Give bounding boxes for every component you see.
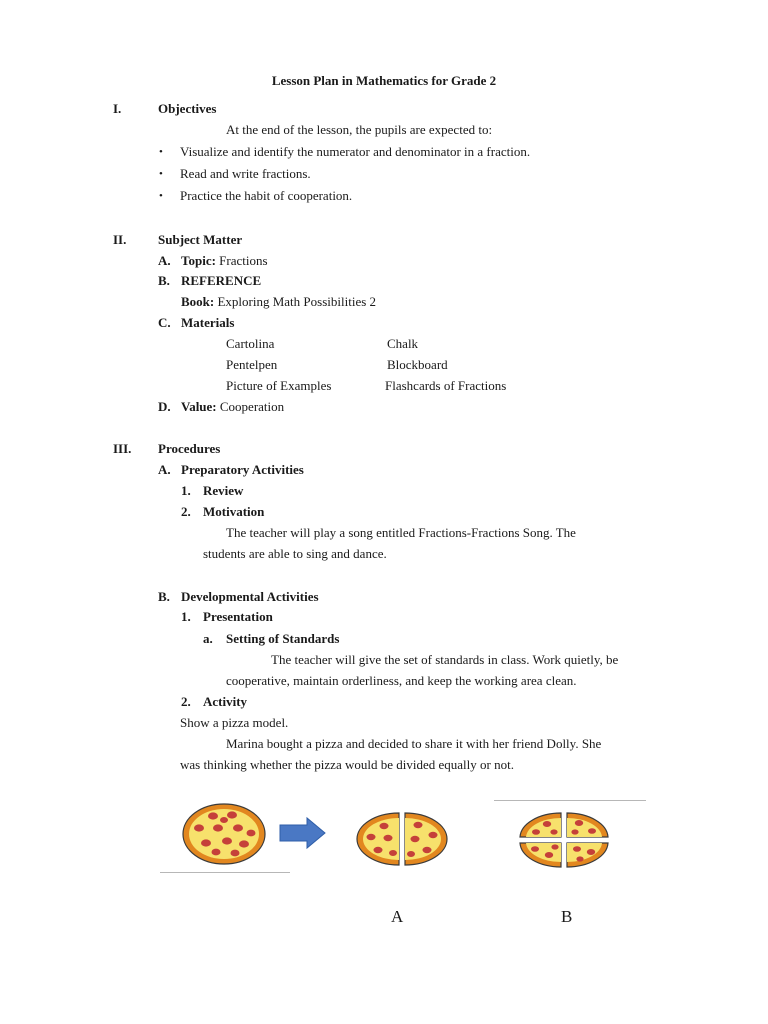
value-value: Cooperation — [219, 399, 285, 414]
section-numeral-procedures: III. — [113, 441, 132, 456]
reference-marker: B. — [158, 273, 170, 288]
section-heading-objectives: Objectives — [158, 101, 217, 116]
materials-label: Materials — [181, 315, 235, 330]
developmental-marker: B. — [158, 589, 170, 604]
standards-label: Setting of Standards — [226, 631, 340, 646]
topic-label: Topic: — [181, 253, 216, 268]
standards-text-line: cooperative, maintain orderliness, and keep the working area clean. — [226, 673, 577, 688]
material-item: Picture of Examples — [226, 378, 332, 393]
material-item: Flashcards of Fractions — [385, 378, 507, 393]
developmental-label: Developmental Activities — [181, 589, 319, 604]
standards-text-line: The teacher will give the set of standards in class. Work quietly, be — [271, 652, 619, 667]
standards-marker: a. — [203, 631, 213, 646]
topic-line — [181, 253, 268, 269]
section-numeral-objectives: I. — [113, 101, 122, 116]
activity-show-text: Show a pizza model. — [180, 715, 289, 730]
preparatory-label: Preparatory Activities — [181, 462, 304, 477]
presentation-marker: 1. — [181, 609, 191, 624]
review-label: Review — [203, 483, 244, 498]
book-value: Exploring Math Possibilities 2 — [217, 294, 377, 309]
activity-text-line: Marina bought a pizza and decided to share it with her friend Dolly. She — [226, 736, 602, 751]
bullet-icon: • — [159, 146, 163, 158]
reference-label: REFERENCE — [181, 273, 262, 288]
material-item: Blockboard — [387, 357, 448, 372]
bullet-icon: • — [159, 168, 163, 180]
activity-marker: 2. — [181, 694, 191, 709]
page-title: Lesson Plan in Mathematics for Grade 2 — [271, 73, 497, 88]
figure-rule — [494, 800, 646, 801]
figure-rule — [160, 872, 290, 873]
topic-value: Fractions — [219, 253, 268, 268]
material-item: Chalk — [387, 336, 419, 351]
arrow-right-icon — [279, 816, 327, 850]
objective-item: Practice the habit of cooperation. — [180, 188, 353, 203]
objectives-intro: At the end of the lesson, the pupils are expected to: — [226, 122, 493, 137]
figure-label-a: A — [391, 907, 404, 926]
objective-item: Read and write fractions. — [180, 166, 311, 181]
whole-pizza-icon — [178, 799, 272, 869]
section-heading-procedures: Procedures — [158, 441, 221, 456]
activity-label: Activity — [203, 694, 248, 709]
material-item: Cartolina — [226, 336, 275, 351]
figure-label-b: B — [561, 907, 573, 926]
book-label: Book: — [181, 294, 215, 309]
materials-marker: C. — [158, 315, 171, 330]
value-marker: D. — [158, 399, 171, 414]
quartered-pizza-icon — [517, 811, 611, 869]
motivation-text-line: The teacher will play a song entitled Fractions-Fractions Song. The — [226, 525, 576, 540]
activity-text-line: was thinking whether the pizza would be divided equally or not. — [180, 757, 514, 772]
motivation-label: Motivation — [203, 504, 265, 519]
section-heading-subject-matter: Subject Matter — [158, 232, 243, 247]
motivation-marker: 2. — [181, 504, 191, 519]
preparatory-marker: A. — [158, 462, 171, 477]
review-marker: 1. — [181, 483, 191, 498]
section-numeral-subject-matter: II. — [113, 232, 127, 247]
presentation-label: Presentation — [203, 609, 273, 624]
bullet-icon: • — [159, 190, 163, 202]
halved-pizza-icon — [354, 809, 450, 869]
objective-item: Visualize and identify the numerator and denominator in a fraction. — [180, 144, 531, 159]
topic-marker: A. — [158, 253, 171, 268]
value-line — [181, 399, 284, 415]
material-item: Pentelpen — [226, 357, 278, 372]
book-line — [181, 294, 376, 310]
value-label: Value: — [181, 399, 217, 414]
motivation-text-line: students are able to sing and dance. — [203, 546, 387, 561]
